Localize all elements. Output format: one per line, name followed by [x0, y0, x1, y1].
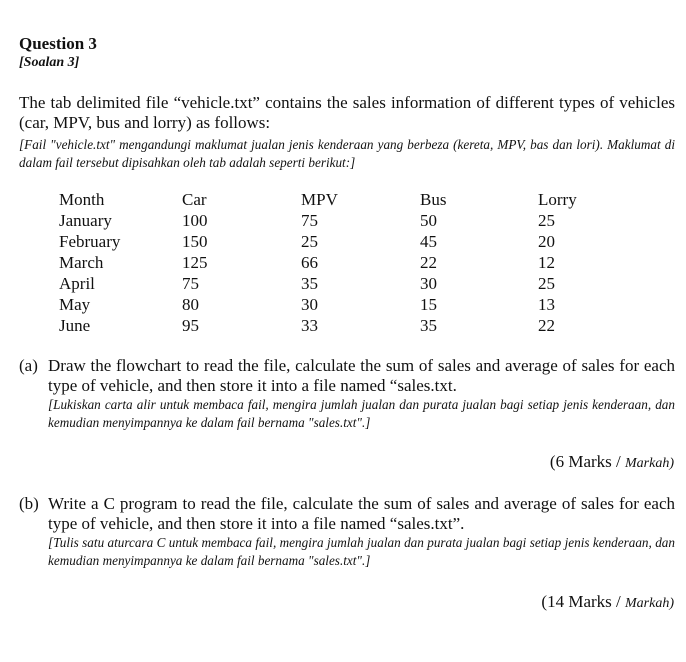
part-b: [19, 494, 675, 570]
cell-mpv: 33: [301, 316, 318, 335]
table-row: [59, 210, 598, 231]
part-a-label: (a): [19, 356, 38, 375]
header-mpv: MPV: [301, 190, 338, 209]
cell-car: 80: [182, 295, 199, 314]
cell-month: April: [59, 274, 95, 293]
cell-lorry: 12: [538, 253, 555, 272]
cell-car: 75: [182, 274, 199, 293]
cell-car: 125: [182, 253, 208, 272]
intro-english: The tab delimited file “vehicle.txt” contains the sales information of different types of vehicles (car, MPV, bus and lorry) as follows:: [19, 93, 675, 132]
cell-lorry: 20: [538, 232, 555, 251]
cell-bus: 22: [420, 253, 437, 272]
sales-table: [59, 189, 598, 336]
cell-lorry: 22: [538, 316, 555, 335]
header-car: Car: [182, 190, 207, 209]
part-a-marks-en: (6 Marks /: [549, 452, 621, 471]
table-header-row: [59, 189, 598, 210]
cell-lorry: 25: [538, 211, 555, 230]
cell-mpv: 75: [301, 211, 318, 230]
table-row: [59, 273, 598, 294]
cell-bus: 45: [420, 232, 437, 251]
cell-month: January: [59, 211, 112, 230]
cell-month: May: [59, 295, 91, 314]
header-month: Month: [59, 190, 105, 209]
cell-month: March: [59, 253, 104, 272]
cell-bus: 15: [420, 295, 437, 314]
cell-mpv: 35: [301, 274, 318, 293]
cell-mpv: 25: [301, 232, 318, 251]
part-a-marks: [550, 452, 674, 472]
question-subtitle: [Soalan 3]: [19, 55, 80, 70]
cell-car: 95: [182, 316, 199, 335]
table-row: [59, 252, 598, 273]
cell-bus: 50: [420, 211, 437, 230]
part-b-text: Write a C program to read the file, calculate the sum of sales and average of sales for each type of vehicle, and then store it into a file named “sales.txt”.: [48, 494, 675, 533]
cell-bus: 30: [420, 274, 437, 293]
part-a-english: [19, 356, 675, 396]
cell-month: February: [59, 232, 121, 251]
intro-malay: [Fail "vehicle.txt" mengandungi maklumat jualan jenis kenderaan yang berbeza (kereta, MPV, bas dan lori). Maklumat di dalam fail tersebut dipisahkan oleh tab adalah seperti berikut:]: [19, 137, 675, 170]
cell-mpv: 30: [301, 295, 318, 314]
cell-bus: 35: [420, 316, 437, 335]
part-a-text: Draw the flowchart to read the file, calculate the sum of sales and average of sales for each type of vehicle, and then store it into a file named “sales.txt.: [48, 356, 675, 395]
table-row: [59, 231, 598, 252]
part-a-malay: [Lukiskan carta alir untuk membaca fail, mengira jumlah jualan dan purata jualan bagi setiap jenis kenderaan, dan kemudian menyimpannya ke dalam fail bernama "sales.txt".]: [48, 397, 675, 430]
part-b-marks: [541, 592, 674, 612]
part-a-marks-my: Markah): [625, 456, 674, 471]
header-lorry: Lorry: [538, 190, 577, 209]
cell-car: 100: [182, 211, 208, 230]
cell-lorry: 13: [538, 295, 555, 314]
part-b-english: [19, 494, 675, 534]
table-row: [59, 315, 598, 336]
cell-mpv: 66: [301, 253, 318, 272]
part-b-label: (b): [19, 494, 39, 513]
cell-month: June: [59, 316, 91, 335]
part-b-marks-en: (14 Marks /: [541, 592, 621, 611]
question-title: Question 3: [19, 34, 97, 53]
cell-car: 150: [182, 232, 208, 251]
header-bus: Bus: [420, 190, 447, 209]
table-row: [59, 294, 598, 315]
cell-lorry: 25: [538, 274, 555, 293]
part-a: [19, 356, 675, 432]
part-b-marks-my: Markah): [625, 596, 674, 611]
part-b-malay: [Tulis satu aturcara C untuk membaca fail, mengira jumlah jualan dan purata jualan bagi setiap jenis kenderaan, dan kemudian menyimpannya ke dalam fail bernama "sales.txt".]: [48, 535, 675, 568]
